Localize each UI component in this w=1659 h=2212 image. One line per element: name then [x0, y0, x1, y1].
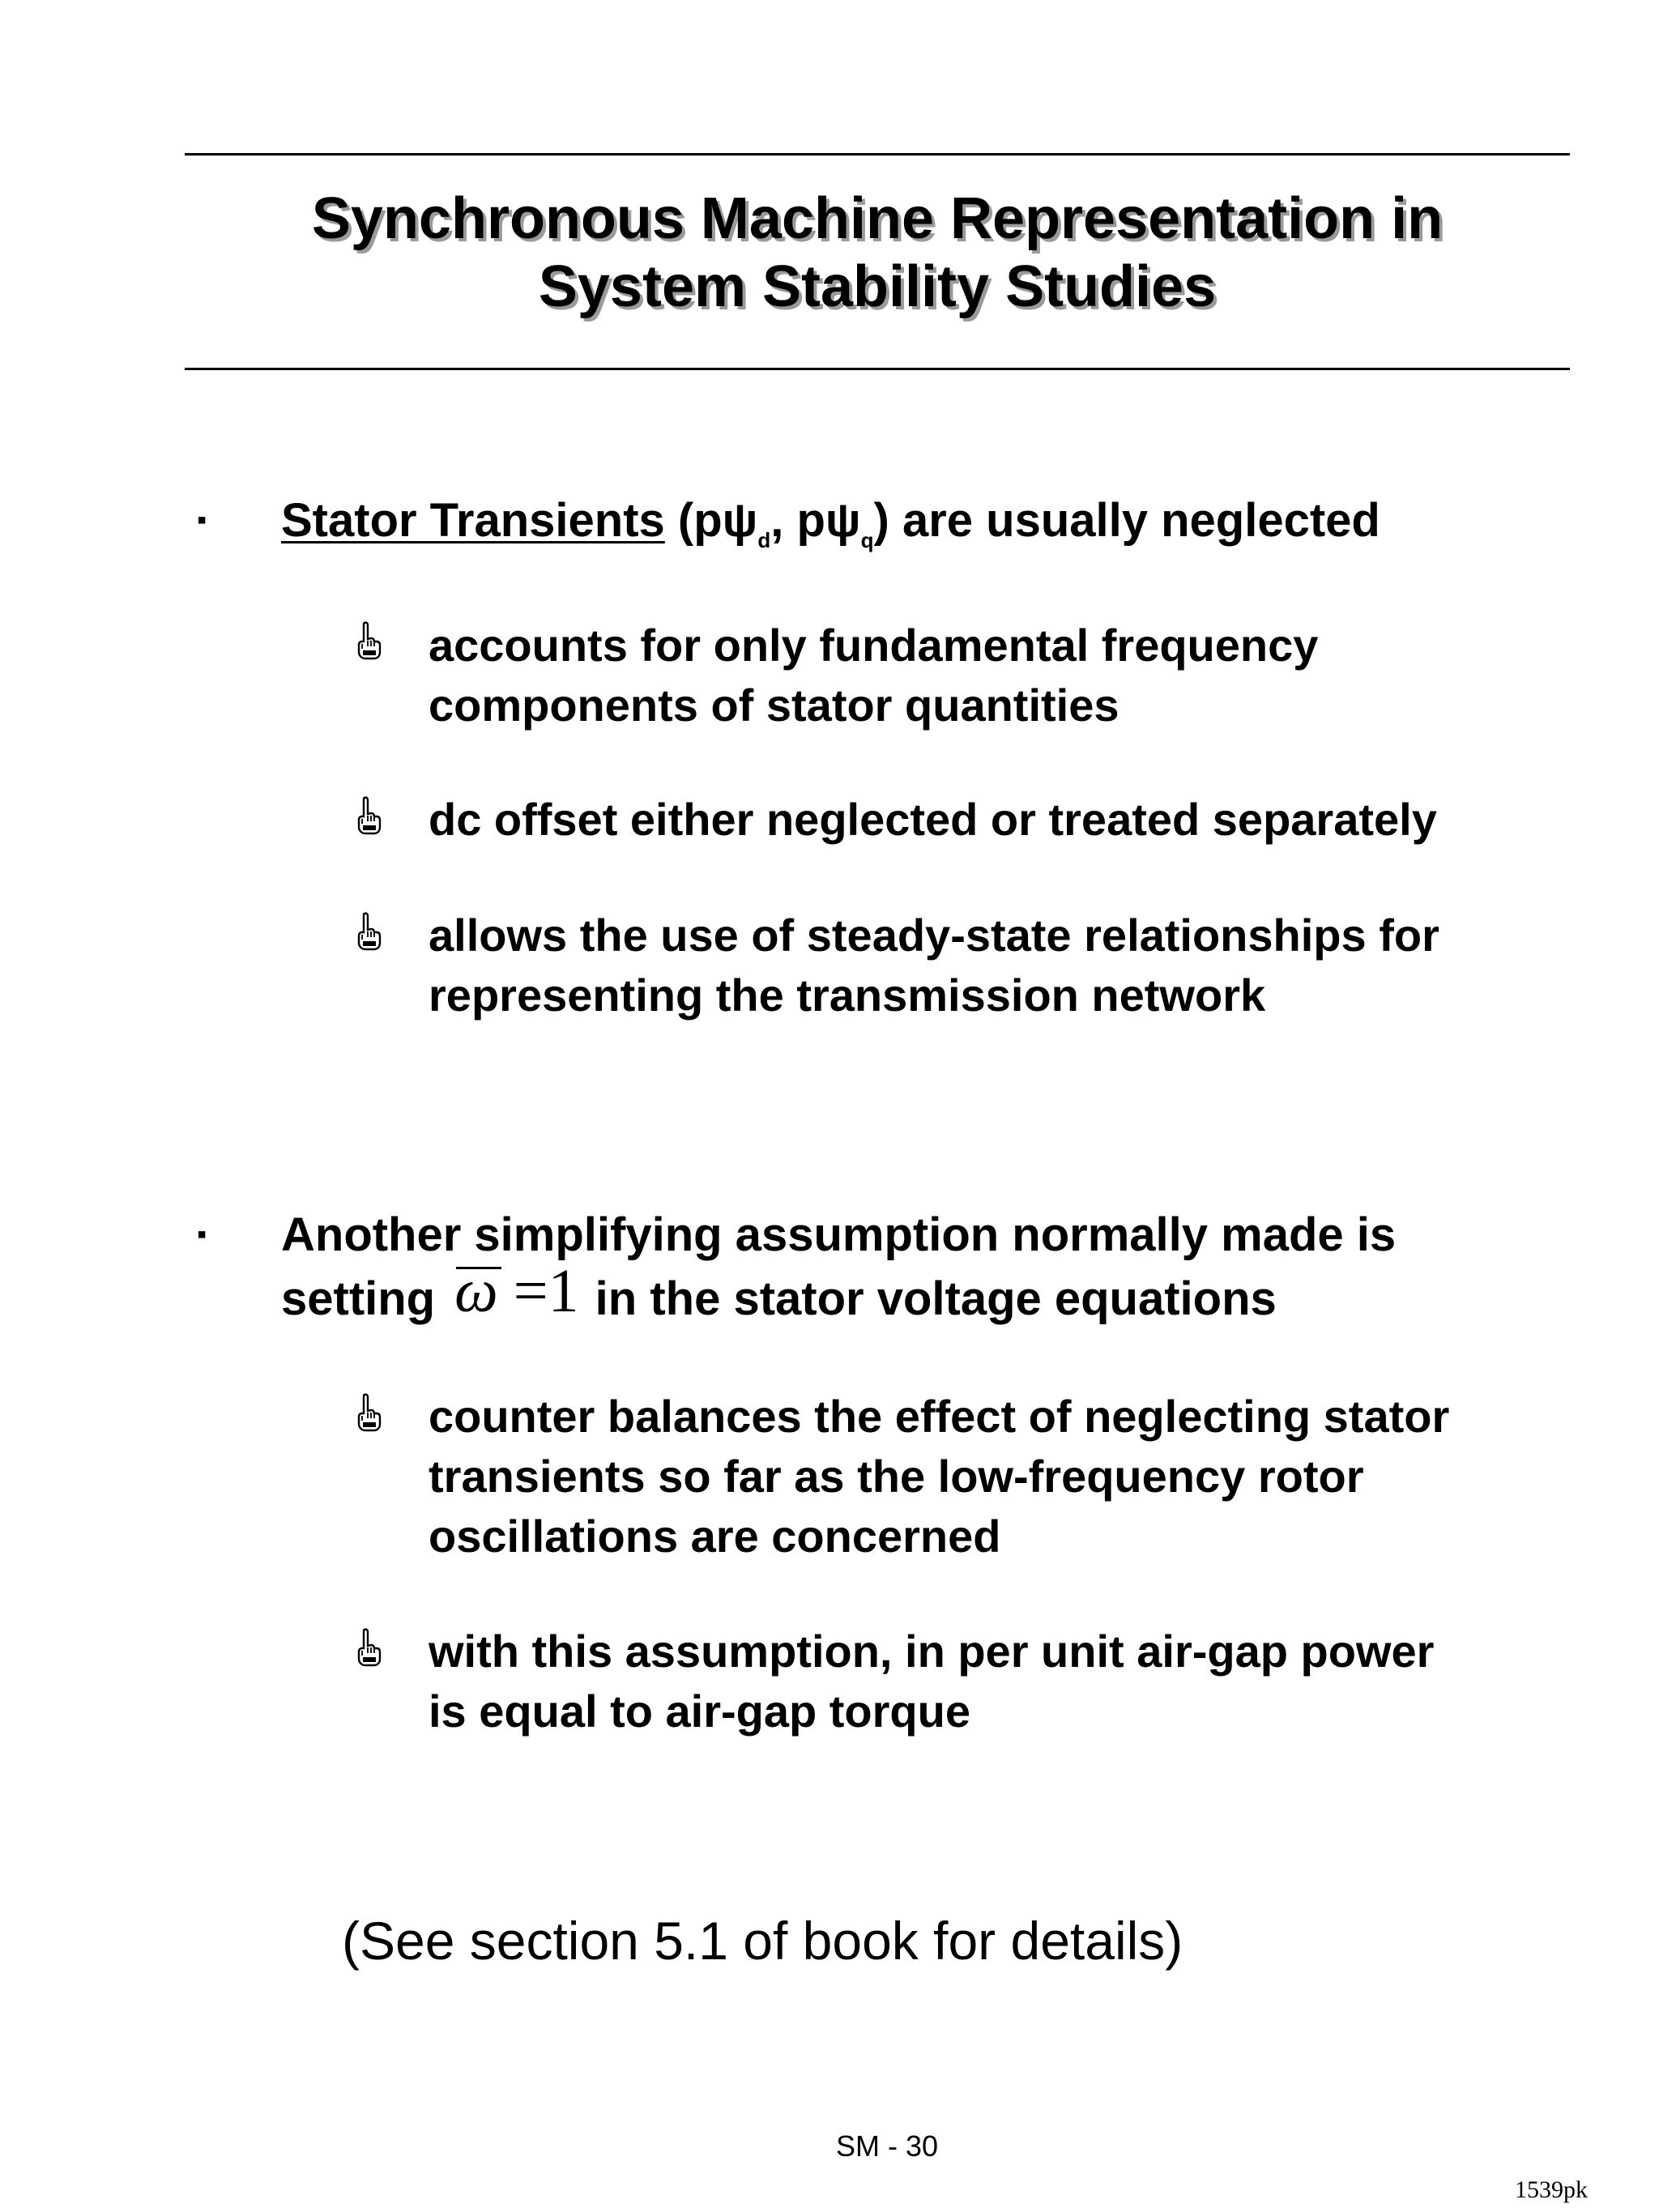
- pointing-hand-icon: [355, 1393, 382, 1432]
- sub-item-line: components of stator quantities: [429, 680, 1120, 731]
- bullet-simplifying-assumption: [281, 1204, 1396, 1331]
- book-reference-note: (See section 5.1 of book for details): [342, 1911, 1183, 1971]
- sub-item-line: accounts for only fundamental frequency: [429, 620, 1319, 671]
- pointing-hand-icon: [355, 1628, 382, 1667]
- equals-one: =1: [497, 1257, 579, 1325]
- sub-item-air-gap: [429, 1622, 1434, 1741]
- sub-item-line: representing the transmission network: [429, 970, 1266, 1021]
- sub-item-line: transients so far as the low-frequency rotor: [429, 1451, 1364, 1502]
- flux-derivative-d: (pψ: [664, 494, 758, 547]
- subscript-d: d: [757, 528, 771, 552]
- setting-word: setting: [281, 1272, 436, 1325]
- bullet-stator-transients: [281, 489, 1380, 552]
- square-bullet-icon: ▪: [197, 1219, 207, 1250]
- stator-transients-term: Stator Transients: [281, 494, 665, 547]
- sub-item-line: counter balances the effect of neglecting stator: [429, 1391, 1450, 1442]
- page-number: SM - 30: [836, 2129, 939, 2163]
- omega-overbar: [456, 1267, 501, 1269]
- square-bullet-icon: ▪: [197, 505, 207, 535]
- sub-item-counter-balances: [429, 1387, 1449, 1566]
- slide-title-line-2: System Stability Studies: [538, 254, 1217, 319]
- pointing-hand-icon: [355, 621, 382, 660]
- title-top-rule: [185, 153, 1570, 156]
- bullet-1-rest: ) are usually neglected: [873, 494, 1380, 547]
- sub-item-line: dc offset either neglected or treated separately: [429, 794, 1437, 845]
- sub-item-steady-state: [429, 906, 1439, 1025]
- flux-derivative-q: , pψ: [770, 494, 861, 547]
- bullet-2-rest: in the stator voltage equations: [595, 1272, 1277, 1325]
- slide-title: [185, 185, 1570, 321]
- subscript-q: q: [860, 528, 874, 552]
- bullet-2-line-2: [281, 1257, 1396, 1331]
- sub-item-line: oscillations are concerned: [429, 1511, 1001, 1562]
- omega-symbol: ω: [454, 1257, 498, 1325]
- omega-equation: [454, 1257, 579, 1325]
- sub-item-fundamental-frequency: [429, 616, 1318, 735]
- bullet-2-line-1: Another simplifying assumption normally made is: [281, 1208, 1397, 1261]
- sub-item-line: allows the use of steady-state relationships for: [429, 910, 1439, 961]
- pointing-hand-icon: [355, 796, 382, 835]
- title-bottom-rule: [185, 368, 1570, 370]
- sub-item-line: with this assumption, in per unit air-gap power: [429, 1626, 1435, 1677]
- pointing-hand-icon: [355, 912, 382, 951]
- sub-item-line: is equal to air-gap torque: [429, 1686, 970, 1737]
- slide-reference-code: 1539pk: [1515, 2176, 1588, 2203]
- slide-title-line-1: Synchronous Machine Representation in: [311, 186, 1444, 251]
- sub-item-dc-offset: [429, 790, 1437, 850]
